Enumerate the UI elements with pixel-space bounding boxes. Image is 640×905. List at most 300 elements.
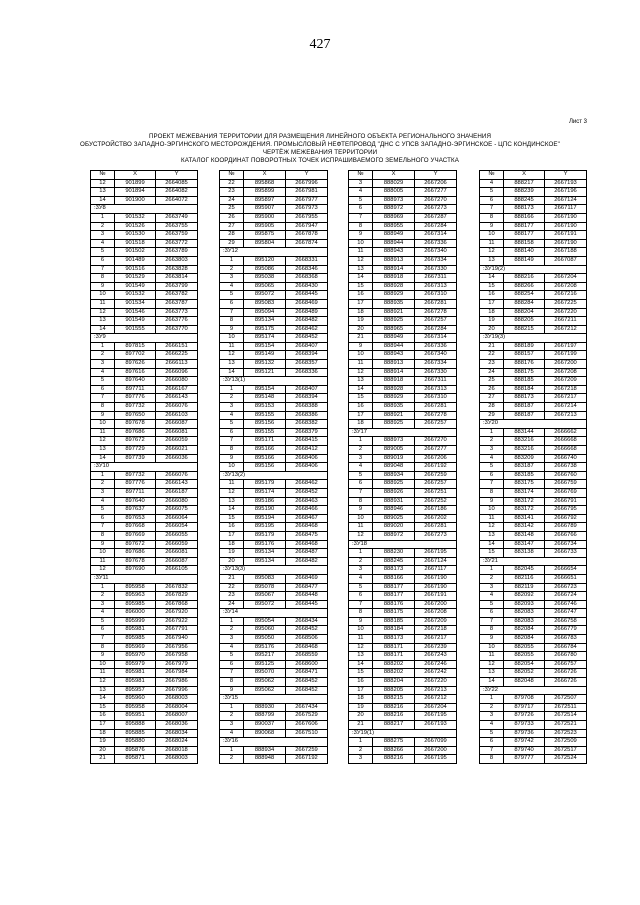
table-row	[220, 394, 328, 403]
table-row	[220, 549, 328, 558]
table-row	[91, 437, 198, 446]
point-number: 11	[91, 669, 115, 678]
x-coordinate: 895154	[244, 342, 286, 351]
point-number: 1	[91, 583, 115, 592]
y-coordinate: 2667213	[415, 686, 457, 695]
table-row	[349, 686, 457, 695]
y-coordinate: 2667434	[286, 703, 328, 712]
table-row	[220, 729, 328, 738]
point-number: 8	[480, 755, 504, 764]
point-number: 7	[480, 617, 504, 626]
x-coordinate: 883142	[504, 523, 545, 532]
y-coordinate: 2666784	[545, 643, 587, 652]
y-coordinate: 2663787	[156, 299, 198, 308]
point-number: 24	[480, 368, 504, 377]
y-coordinate: 2667186	[415, 506, 457, 515]
x-coordinate: 895072	[244, 600, 286, 609]
table-body	[349, 179, 457, 763]
y-coordinate: 2666081	[156, 549, 198, 558]
point-number: 12	[91, 566, 115, 575]
x-coordinate: 888177	[373, 583, 415, 592]
x-coordinate: 882084	[504, 635, 545, 644]
y-coordinate: 2666723	[545, 583, 587, 592]
x-coordinate: 895179	[244, 531, 286, 540]
y-coordinate: 2667330	[415, 265, 457, 274]
x-coordinate: 897686	[115, 549, 156, 558]
y-coordinate: 2667200	[415, 746, 457, 755]
point-number: 7	[480, 746, 504, 755]
y-coordinate: 2667190	[545, 239, 587, 248]
y-coordinate: 2668469	[286, 574, 328, 583]
section-label: :3У15	[220, 695, 328, 704]
point-number: 12	[480, 660, 504, 669]
x-coordinate: 895166	[244, 446, 286, 455]
point-number: 4	[349, 188, 373, 197]
x-coordinate: 901546	[115, 308, 156, 317]
point-number: 18	[349, 695, 373, 704]
y-coordinate: 2666662	[545, 428, 587, 437]
table-row	[349, 411, 457, 420]
point-number: 3	[220, 721, 244, 730]
y-coordinate: 2667217	[415, 635, 457, 644]
point-number: 15	[220, 514, 244, 523]
x-coordinate: 882052	[504, 669, 545, 678]
x-coordinate: 897690	[115, 566, 156, 575]
point-number: 15	[480, 549, 504, 558]
table-row	[91, 531, 198, 540]
x-coordinate: 888217	[504, 179, 545, 188]
x-coordinate: 895175	[244, 325, 286, 334]
point-number: 10	[91, 660, 115, 669]
x-coordinate: 895078	[244, 583, 286, 592]
x-coordinate: 888934	[373, 471, 415, 480]
point-number: 9	[91, 282, 115, 291]
y-coordinate: 2668394	[286, 394, 328, 403]
x-coordinate: 895907	[244, 205, 286, 214]
point-number: 2	[349, 557, 373, 566]
x-coordinate: 883141	[504, 514, 545, 523]
y-coordinate: 2672523	[545, 729, 587, 738]
y-coordinate: 2667829	[156, 592, 198, 601]
point-number: 3	[349, 454, 373, 463]
y-coordinate: 2672521	[545, 721, 587, 730]
point-number: 10	[91, 420, 115, 429]
point-number: 3	[349, 566, 373, 575]
x-coordinate: 895174	[244, 488, 286, 497]
table-row	[349, 652, 457, 661]
y-coordinate: 2668462	[286, 325, 328, 334]
project-title: ПРОЕКТ МЕЖЕВАНИЯ ТЕРРИТОРИИ ДЛЯ РАЗМЕЩЕНИЯ ЛИНЕЙНОГО ОБЪЕКТА РЕГИОНАЛЬНОГО ЗНАЧЕНИЯ	[148, 133, 492, 140]
table-row	[91, 454, 198, 463]
y-coordinate: 2667281	[415, 403, 457, 412]
y-coordinate: 2664085	[156, 179, 198, 188]
point-number: 8	[91, 531, 115, 540]
point-number: 3	[220, 274, 244, 283]
y-coordinate: 2667284	[415, 325, 457, 334]
x-coordinate: 889025	[373, 514, 415, 523]
y-coordinate: 2666096	[156, 368, 198, 377]
table-row	[220, 617, 328, 626]
x-coordinate: 883148	[504, 531, 545, 540]
y-coordinate: 2668406	[286, 454, 328, 463]
table-row	[220, 488, 328, 497]
y-coordinate: 2667334	[415, 360, 457, 369]
point-number: 6	[349, 480, 373, 489]
y-coordinate: 2667209	[545, 377, 587, 386]
y-coordinate: 2667242	[415, 669, 457, 678]
point-number: 11	[480, 514, 504, 523]
x-coordinate: 895120	[244, 256, 286, 265]
x-coordinate: 888972	[373, 531, 415, 540]
table-row	[91, 377, 198, 386]
y-coordinate: 2666064	[156, 514, 198, 523]
table-row	[220, 703, 328, 712]
table-row	[349, 360, 457, 369]
section-row	[349, 540, 457, 549]
point-number: 16	[349, 403, 373, 412]
x-coordinate: 895190	[244, 506, 286, 515]
point-number: 4	[220, 411, 244, 420]
point-number: 10	[220, 463, 244, 472]
section-row	[349, 428, 457, 437]
table-row	[91, 660, 198, 669]
point-number: 8	[480, 626, 504, 635]
point-number: 5	[91, 248, 115, 257]
point-number: 4	[220, 643, 244, 652]
y-coordinate: 2667955	[286, 213, 328, 222]
point-number: 9	[480, 222, 504, 231]
x-coordinate: 888949	[373, 334, 415, 343]
point-number: 29	[480, 411, 504, 420]
point-number: 10	[349, 351, 373, 360]
y-coordinate: 2667940	[156, 635, 198, 644]
point-number: 1	[220, 256, 244, 265]
x-coordinate: 897616	[115, 368, 156, 377]
y-coordinate: 2668386	[286, 411, 328, 420]
point-number: 5	[91, 377, 115, 386]
y-coordinate: 2666055	[156, 531, 198, 540]
section-row	[91, 574, 198, 583]
point-number: 11	[220, 480, 244, 489]
point-number: 1	[349, 549, 373, 558]
y-coordinate: 2663773	[156, 308, 198, 317]
y-coordinate: 2668346	[286, 265, 328, 274]
y-coordinate: 2668003	[156, 755, 198, 764]
y-coordinate: 2666059	[156, 437, 198, 446]
y-coordinate: 2668482	[286, 557, 328, 566]
x-coordinate: 888239	[504, 188, 545, 197]
table-row	[220, 420, 328, 429]
point-number: 4	[220, 282, 244, 291]
table-row	[480, 213, 587, 222]
point-number: 27	[220, 222, 244, 231]
point-number: 1	[480, 566, 504, 575]
point-number: 1	[91, 342, 115, 351]
point-number: 4	[480, 721, 504, 730]
y-coordinate: 2666167	[156, 385, 198, 394]
point-number: 23	[480, 360, 504, 369]
x-coordinate: 897678	[115, 420, 156, 429]
point-number: 13	[480, 669, 504, 678]
x-coordinate: 895038	[244, 274, 286, 283]
table-row	[480, 325, 587, 334]
table-row	[91, 368, 198, 377]
y-coordinate: 2666759	[545, 480, 587, 489]
point-number: 8	[480, 488, 504, 497]
x-coordinate: 888946	[373, 506, 415, 515]
point-number: 9	[220, 686, 244, 695]
point-number: 15	[349, 669, 373, 678]
point-number: 9	[91, 652, 115, 661]
y-coordinate: 2667117	[415, 566, 457, 575]
table-row	[220, 213, 328, 222]
y-coordinate: 2667197	[545, 342, 587, 351]
point-number: 16	[480, 291, 504, 300]
table-row	[480, 342, 587, 351]
y-coordinate: 2667336	[415, 239, 457, 248]
table-row	[349, 325, 457, 334]
table-row	[220, 342, 328, 351]
x-coordinate: 895174	[244, 334, 286, 343]
y-coordinate: 2668024	[156, 738, 198, 747]
x-coordinate: 895963	[115, 592, 156, 601]
point-number: 1	[480, 695, 504, 704]
x-coordinate: 879740	[504, 746, 545, 755]
y-coordinate: 2666087	[156, 557, 198, 566]
point-number: 13	[220, 497, 244, 506]
y-coordinate: 2667956	[156, 643, 198, 652]
table-row	[91, 179, 198, 188]
point-number: 6	[91, 514, 115, 523]
section-label: :3У13(2)	[220, 471, 328, 480]
x-coordinate: 895132	[244, 360, 286, 369]
y-coordinate: 2666792	[545, 514, 587, 523]
table-row	[91, 420, 198, 429]
point-number: 14	[480, 274, 504, 283]
table-row	[220, 403, 328, 412]
y-coordinate: 2667190	[545, 213, 587, 222]
x-coordinate: 895156	[244, 420, 286, 429]
x-coordinate: 879717	[504, 703, 545, 712]
table-row	[349, 256, 457, 265]
table-row	[91, 239, 198, 248]
x-coordinate: 895062	[244, 678, 286, 687]
table-row	[480, 196, 587, 205]
table-row	[480, 437, 587, 446]
table-row	[91, 669, 198, 678]
x-coordinate: 888943	[373, 248, 415, 257]
y-coordinate: 2668034	[156, 729, 198, 738]
table-row	[480, 746, 587, 755]
y-coordinate: 2666076	[156, 403, 198, 412]
x-coordinate: 879742	[504, 738, 545, 747]
point-number: 7	[349, 600, 373, 609]
point-number: 12	[220, 488, 244, 497]
y-coordinate: 2667208	[545, 282, 587, 291]
x-coordinate: 882045	[504, 566, 545, 575]
header-number: №	[480, 171, 504, 180]
y-coordinate: 2666780	[545, 652, 587, 661]
x-coordinate: 888973	[373, 437, 415, 446]
y-coordinate: 2663803	[156, 256, 198, 265]
point-number: 14	[349, 274, 373, 283]
table-row	[480, 205, 587, 214]
point-number: 2	[349, 746, 373, 755]
x-coordinate: 883209	[504, 454, 545, 463]
table-row	[220, 746, 328, 755]
table-row	[91, 222, 198, 231]
point-number: 7	[91, 523, 115, 532]
point-number: 2	[349, 446, 373, 455]
y-coordinate: 2666021	[156, 446, 198, 455]
table-row	[480, 703, 587, 712]
x-coordinate: 901555	[115, 325, 156, 334]
x-coordinate: 895062	[244, 686, 286, 695]
point-number: 8	[220, 446, 244, 455]
x-coordinate: 897732	[115, 403, 156, 412]
point-number: 5	[349, 471, 373, 480]
y-coordinate: 2663789	[156, 248, 198, 257]
section-label: :3У22	[480, 686, 587, 695]
y-coordinate: 2667209	[415, 617, 457, 626]
y-coordinate: 2668482	[286, 317, 328, 326]
table-row	[480, 248, 587, 257]
x-coordinate: 882055	[504, 643, 545, 652]
table-row	[349, 291, 457, 300]
point-number: 4	[480, 454, 504, 463]
table-row	[349, 566, 457, 575]
x-coordinate: 895880	[115, 738, 156, 747]
table-row	[91, 695, 198, 704]
section-row	[480, 265, 587, 274]
y-coordinate: 2663770	[156, 325, 198, 334]
y-coordinate: 2667204	[545, 274, 587, 283]
point-number: 19	[480, 317, 504, 326]
table-row	[220, 222, 328, 231]
point-number: 15	[349, 282, 373, 291]
table-row	[91, 446, 198, 455]
point-number: 10	[480, 506, 504, 515]
x-coordinate: 895957	[115, 686, 156, 695]
x-coordinate: 895958	[115, 703, 156, 712]
y-coordinate: 2667984	[156, 669, 198, 678]
table-row	[220, 514, 328, 523]
x-coordinate: 888171	[373, 652, 415, 661]
y-coordinate: 2667278	[415, 411, 457, 420]
point-number: 4	[480, 592, 504, 601]
point-number: 11	[349, 635, 373, 644]
table-row	[91, 678, 198, 687]
table-row	[220, 188, 328, 197]
y-coordinate: 2666789	[545, 523, 587, 532]
y-coordinate: 2667278	[415, 308, 457, 317]
x-coordinate: 895186	[244, 497, 286, 506]
y-coordinate: 2666724	[545, 592, 587, 601]
point-number: 4	[91, 239, 115, 248]
y-coordinate: 2666105	[156, 566, 198, 575]
x-coordinate: 897672	[115, 437, 156, 446]
y-coordinate: 2667270	[415, 196, 457, 205]
point-number: 14	[91, 325, 115, 334]
point-number: 1	[91, 471, 115, 480]
point-number: 21	[349, 334, 373, 343]
header-x: X	[504, 171, 545, 180]
section-label: :3У13(3)	[220, 566, 328, 575]
x-coordinate: 882092	[504, 592, 545, 601]
x-coordinate: 888216	[504, 274, 545, 283]
point-number: 9	[480, 635, 504, 644]
y-coordinate: 2668452	[286, 334, 328, 343]
x-coordinate: 895166	[244, 454, 286, 463]
table-row	[349, 712, 457, 721]
table-row	[91, 755, 198, 764]
y-coordinate: 2667193	[415, 721, 457, 730]
x-coordinate: 882084	[504, 626, 545, 635]
table-row	[220, 540, 328, 549]
table-row	[220, 643, 328, 652]
point-number: 3	[480, 446, 504, 455]
point-number: 3	[91, 488, 115, 497]
y-coordinate: 2667791	[156, 626, 198, 635]
table-row	[480, 678, 587, 687]
point-number: 6	[91, 385, 115, 394]
coordinates-table-3	[348, 170, 457, 764]
y-coordinate: 2672517	[545, 746, 587, 755]
point-number: 1	[349, 437, 373, 446]
point-number: 16	[220, 523, 244, 532]
table-header-row	[349, 171, 457, 180]
table-row	[480, 351, 587, 360]
x-coordinate: 901534	[115, 299, 156, 308]
y-coordinate: 2668467	[286, 514, 328, 523]
point-number: 17	[220, 531, 244, 540]
point-number: 7	[91, 635, 115, 644]
point-number: 6	[480, 609, 504, 618]
table-row	[349, 626, 457, 635]
table-row	[91, 712, 198, 721]
point-number: 5	[91, 617, 115, 626]
table-row	[480, 471, 587, 480]
section-label: :3У19(1)	[349, 729, 457, 738]
table-row	[91, 609, 198, 618]
point-number: 3	[349, 755, 373, 764]
x-coordinate: 890037	[244, 721, 286, 730]
y-coordinate: 2667200	[545, 360, 587, 369]
point-number: 8	[220, 317, 244, 326]
x-coordinate: 895195	[244, 523, 286, 532]
y-coordinate: 2667310	[415, 394, 457, 403]
point-number: 14	[220, 368, 244, 377]
table-row	[480, 635, 587, 644]
point-number: 25	[480, 377, 504, 386]
point-number: 19	[349, 703, 373, 712]
x-coordinate: 888005	[373, 188, 415, 197]
y-coordinate: 2667311	[415, 377, 457, 386]
x-coordinate: 888929	[373, 291, 415, 300]
point-number: 12	[91, 179, 115, 188]
y-coordinate: 2667311	[415, 274, 457, 283]
y-coordinate: 2667220	[545, 308, 587, 317]
x-coordinate: 888284	[504, 299, 545, 308]
x-coordinate: 888205	[373, 686, 415, 695]
table-row	[349, 557, 457, 566]
x-coordinate: 888925	[373, 420, 415, 429]
table-row	[480, 506, 587, 515]
catalog-title: КАТАЛОГ КООРДИНАТ ПОВОРОТНЫХ ТОЧЕК ИСПРАШИВАЕМОГО ЗЕМЕЛЬНОГО УЧАСТКА	[181, 157, 459, 164]
table-row	[480, 738, 587, 747]
table-row	[349, 514, 457, 523]
table-row	[349, 506, 457, 515]
